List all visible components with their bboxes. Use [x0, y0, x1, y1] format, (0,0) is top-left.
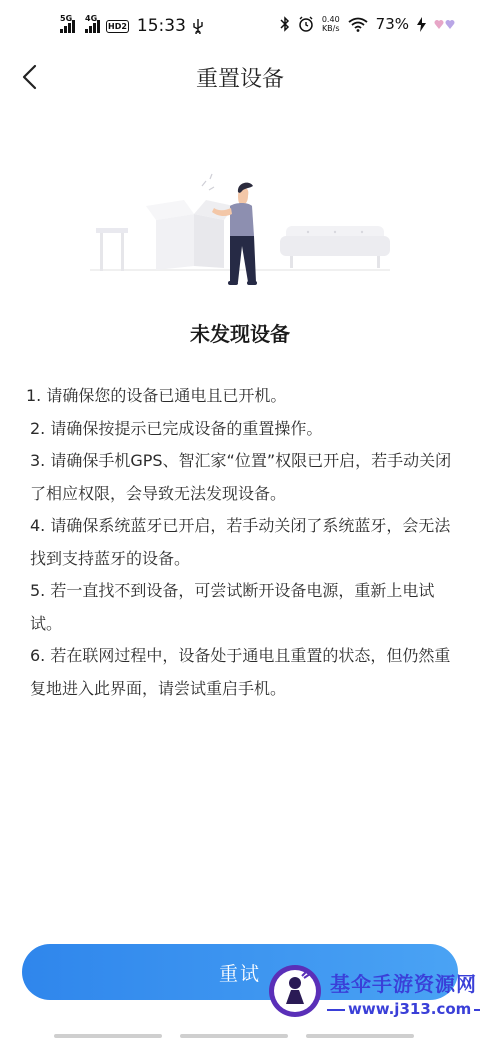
nav-segment[interactable]: [54, 1034, 162, 1038]
signal-5g-label: 5G: [60, 14, 73, 23]
wifi-icon: [348, 17, 368, 32]
system-nav-bar: [0, 1034, 480, 1040]
page-title: 重置设备: [195, 67, 284, 92]
table-illustration: [96, 228, 128, 271]
watermark-url-text: www.j313.com: [348, 1000, 472, 1018]
signal-5g-icon: [60, 14, 75, 33]
usb-icon: [192, 18, 204, 34]
watermark-title: 基伞手游资源网: [330, 972, 477, 996]
hearts-icon: [434, 18, 456, 30]
tip-item: 1. 请确保您的设备已通电且已开机。: [26, 386, 287, 405]
result-title: 未发现设备: [190, 322, 290, 346]
watermark: [266, 962, 480, 1030]
status-left: [60, 16, 204, 36]
status-right: [280, 15, 456, 33]
tip-item: 6. 若在联网过程中，设备处于通电且重置的状态，但仍然重复地进入此界面，请尝试重启手机。: [30, 646, 451, 698]
nav-header: [0, 52, 480, 102]
tip-item: 3. 请确保手机GPS、智汇家“位置”权限已开启，若手动关闭了相应权限，会导致无法发现设备。: [30, 451, 452, 503]
watermark-logo-icon: [268, 964, 322, 1018]
charging-icon: [417, 17, 426, 32]
status-time: 15:33: [136, 16, 186, 36]
battery-percent: 73%: [375, 15, 409, 33]
signal-4g-label: 4G: [85, 14, 98, 23]
tips-list: [26, 380, 456, 705]
tip-item: 2. 请确保按提示已完成设备的重置操作。: [30, 418, 323, 438]
alarm-icon: [298, 16, 314, 32]
signal-4g-icon: [85, 14, 100, 33]
sofa-illustration: [280, 226, 390, 268]
tip-item: 5. 若一直找不到设备，可尝试断开设备电源，重新上电试试。: [30, 581, 435, 633]
net-speed-unit: KB/s: [321, 24, 340, 33]
tip-item: 4. 请确保系统蓝牙已开启，若手动关闭了系统蓝牙，会无法找到支持蓝牙的设备。: [30, 516, 451, 568]
hd-badge: HD2: [108, 21, 127, 31]
nav-segment[interactable]: [180, 1034, 288, 1038]
bluetooth-icon: [280, 16, 290, 32]
net-speed-value: 0.40: [321, 15, 340, 24]
status-bar: [0, 0, 480, 52]
no-device-illustration: [90, 150, 390, 290]
watermark-url: [324, 1000, 480, 1018]
net-speed: [322, 15, 340, 33]
retry-button[interactable]: 重试: [22, 944, 458, 1000]
nav-segment[interactable]: [306, 1034, 414, 1038]
